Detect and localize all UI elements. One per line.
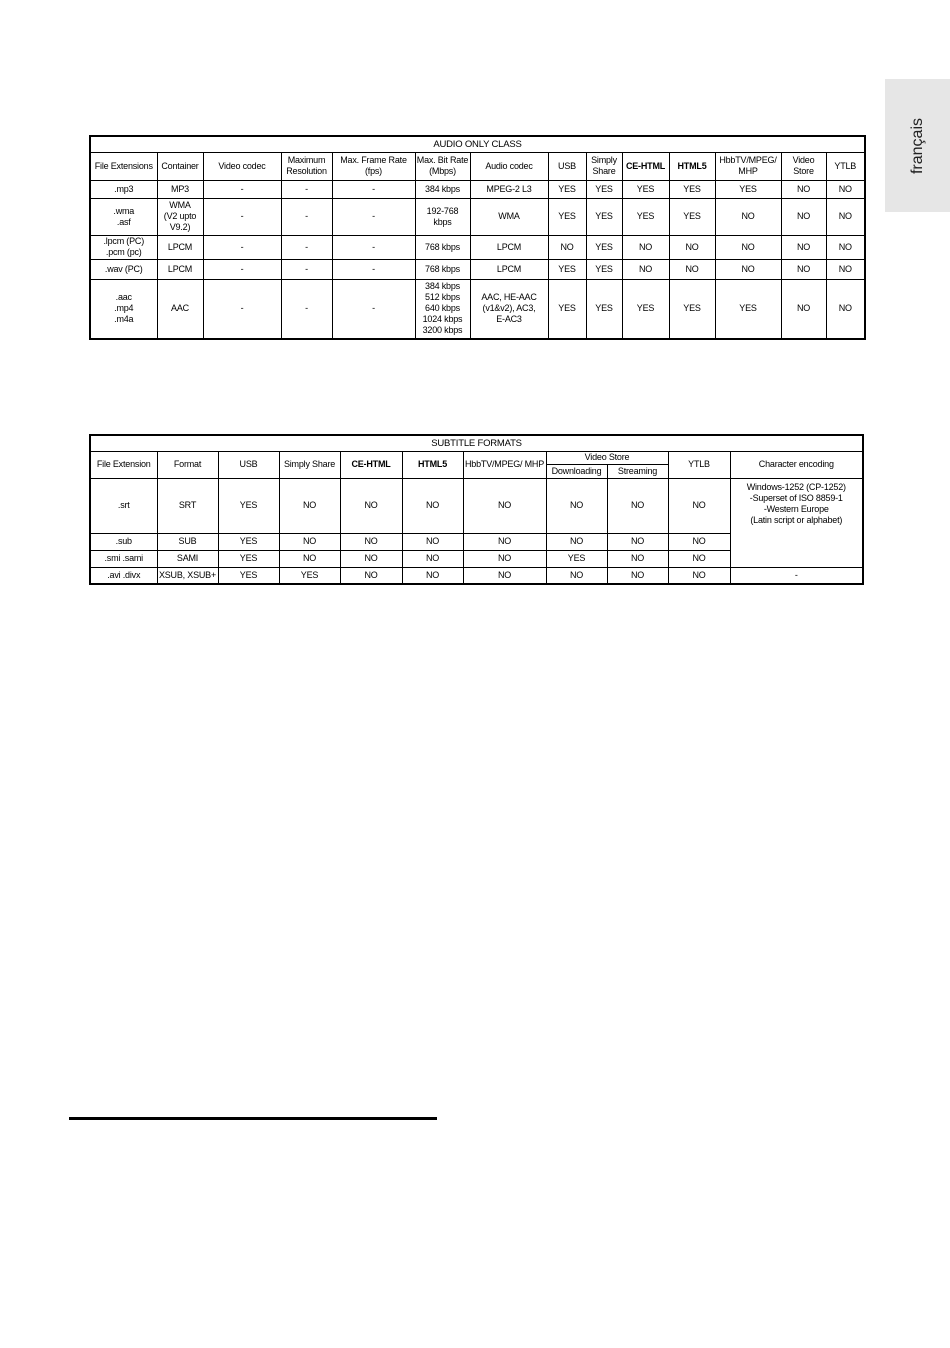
audio-cell: - xyxy=(203,180,281,198)
audio-cell: - xyxy=(281,235,332,259)
audio-cell: - xyxy=(332,235,415,259)
language-side-tab xyxy=(885,79,950,212)
audio-table-header-row xyxy=(90,152,865,180)
cell-format: SUB xyxy=(157,533,218,550)
cell-html5: NO xyxy=(402,550,463,567)
audio-cell: NO xyxy=(781,198,826,235)
audio-cell: - xyxy=(203,235,281,259)
header-character-encoding: Character encoding xyxy=(730,451,863,478)
audio-cell: NO xyxy=(826,279,865,339)
cell-usb: YES xyxy=(218,533,279,550)
audio-cell: LPCM xyxy=(157,259,203,279)
audio-cell: 384 kbps 512 kbps 640 kbps 1024 kbps 3200 kbps xyxy=(415,279,470,339)
cell-usb: YES xyxy=(218,550,279,567)
cell-streaming: NO xyxy=(607,550,668,567)
language-label: français xyxy=(908,117,926,174)
audio-cell: NO xyxy=(781,235,826,259)
audio-cell: YES xyxy=(586,235,622,259)
cell-simply-share: YES xyxy=(279,567,340,584)
bottom-rule-divider xyxy=(69,1117,437,1120)
header-file-extension: File Extension xyxy=(90,451,157,478)
audio-cell: LPCM xyxy=(470,235,548,259)
audio-cell: NO xyxy=(669,235,715,259)
audio-cell: YES xyxy=(586,279,622,339)
audio-cell: NO xyxy=(715,259,781,279)
audio-cell: NO xyxy=(781,180,826,198)
cell-character-encoding: - xyxy=(730,567,863,584)
audio-cell: YES xyxy=(669,279,715,339)
audio-cell: - xyxy=(281,279,332,339)
header-ytlb: YTLB xyxy=(668,451,730,478)
audio-cell: YES xyxy=(622,180,669,198)
cell-usb: YES xyxy=(218,567,279,584)
header-ce-html: CE-HTML xyxy=(340,451,402,478)
cell-ce-html: NO xyxy=(340,550,402,567)
audio-cell: .wav (PC) xyxy=(90,259,157,279)
audio-cell: 768 kbps xyxy=(415,235,470,259)
table-row xyxy=(90,279,865,339)
audio-cell: NO xyxy=(826,259,865,279)
cell-format: SAMI xyxy=(157,550,218,567)
cell-ext: .srt xyxy=(90,478,157,533)
cell-html5: NO xyxy=(402,478,463,533)
audio-cell: YES xyxy=(622,279,669,339)
cell-downloading: NO xyxy=(546,478,607,533)
cell-downloading: YES xyxy=(546,550,607,567)
audio-cell: 192-768 kbps xyxy=(415,198,470,235)
audio-header-cell: USB xyxy=(548,152,586,180)
audio-cell: YES xyxy=(715,279,781,339)
header-format: Format xyxy=(157,451,218,478)
audio-header-cell: File Extensions xyxy=(90,152,157,180)
audio-cell: - xyxy=(203,279,281,339)
cell-ce-html: NO xyxy=(340,478,402,533)
audio-cell: YES xyxy=(669,180,715,198)
cell-ytlb: NO xyxy=(668,478,730,533)
audio-cell: NO xyxy=(622,235,669,259)
cell-streaming: NO xyxy=(607,478,668,533)
table-row xyxy=(90,180,865,198)
cell-simply-share: NO xyxy=(279,478,340,533)
audio-cell: WMA xyxy=(470,198,548,235)
audio-cell: YES xyxy=(715,180,781,198)
audio-header-cell: Max. Bit Rate (Mbps) xyxy=(415,152,470,180)
cell-usb: YES xyxy=(218,478,279,533)
audio-header-cell: HbbTV/MPEG/ MHP xyxy=(715,152,781,180)
cell-ext: .smi .sami xyxy=(90,550,157,567)
audio-cell: WMA (V2 upto V9.2) xyxy=(157,198,203,235)
audio-cell: LPCM xyxy=(470,259,548,279)
audio-cell: NO xyxy=(781,259,826,279)
audio-cell: .aac .mp4 .m4a xyxy=(90,279,157,339)
subtitle-table-title: SUBTITLE FORMATS xyxy=(90,435,863,451)
audio-header-cell: Max. Frame Rate (fps) xyxy=(332,152,415,180)
audio-cell: - xyxy=(281,259,332,279)
audio-header-cell: Video Store xyxy=(781,152,826,180)
cell-ytlb: NO xyxy=(668,567,730,584)
audio-cell: - xyxy=(203,259,281,279)
audio-header-cell: Audio codec xyxy=(470,152,548,180)
audio-cell: NO xyxy=(826,198,865,235)
table-row xyxy=(90,235,865,259)
audio-cell: MPEG-2 L3 xyxy=(470,180,548,198)
audio-cell: NO xyxy=(826,235,865,259)
audio-cell: YES xyxy=(548,279,586,339)
audio-cell: NO xyxy=(781,279,826,339)
audio-cell: AAC xyxy=(157,279,203,339)
audio-cell: AAC, HE-AAC (v1&v2), AC3, E-AC3 xyxy=(470,279,548,339)
audio-cell: LPCM xyxy=(157,235,203,259)
audio-cell: - xyxy=(203,198,281,235)
cell-hbbtv: NO xyxy=(463,567,546,584)
audio-cell: - xyxy=(332,198,415,235)
audio-cell: - xyxy=(332,279,415,339)
audio-cell: - xyxy=(332,180,415,198)
cell-format: SRT xyxy=(157,478,218,533)
audio-header-cell: HTML5 xyxy=(669,152,715,180)
audio-cell: YES xyxy=(548,198,586,235)
cell-ext: .avi .divx xyxy=(90,567,157,584)
audio-cell: NO xyxy=(548,235,586,259)
table-row xyxy=(90,567,863,584)
cell-simply-share: NO xyxy=(279,550,340,567)
audio-cell: YES xyxy=(586,259,622,279)
cell-character-encoding: Windows-1252 (CP-1252) -Superset of ISO 8859-1 -Western Europe (Latin script or alphabet) xyxy=(730,478,863,567)
subtitle-formats-table xyxy=(89,434,864,585)
cell-hbbtv: NO xyxy=(463,478,546,533)
cell-downloading: NO xyxy=(546,533,607,550)
audio-cell: YES xyxy=(586,180,622,198)
cell-ytlb: NO xyxy=(668,550,730,567)
audio-cell: YES xyxy=(622,198,669,235)
table-row xyxy=(90,478,863,533)
audio-cell: .lpcm (PC) .pcm (pc) xyxy=(90,235,157,259)
header-video-store: Video Store xyxy=(546,451,668,464)
audio-cell: YES xyxy=(669,198,715,235)
audio-cell: NO xyxy=(826,180,865,198)
audio-cell: .wma .asf xyxy=(90,198,157,235)
header-usb: USB xyxy=(218,451,279,478)
audio-cell: .mp3 xyxy=(90,180,157,198)
cell-ext: .sub xyxy=(90,533,157,550)
cell-html5: NO xyxy=(402,533,463,550)
audio-cell: - xyxy=(332,259,415,279)
cell-hbbtv: NO xyxy=(463,550,546,567)
audio-cell: 768 kbps xyxy=(415,259,470,279)
cell-streaming: NO xyxy=(607,567,668,584)
audio-table-title: AUDIO ONLY CLASS xyxy=(90,136,865,152)
audio-cell: - xyxy=(281,180,332,198)
cell-downloading: NO xyxy=(546,567,607,584)
cell-ytlb: NO xyxy=(668,533,730,550)
audio-cell: YES xyxy=(548,259,586,279)
audio-header-cell: Container xyxy=(157,152,203,180)
audio-header-cell: Simply Share xyxy=(586,152,622,180)
audio-cell: 384 kbps xyxy=(415,180,470,198)
audio-cell: NO xyxy=(715,198,781,235)
header-streaming: Streaming xyxy=(607,464,668,478)
header-html5: HTML5 xyxy=(402,451,463,478)
cell-ce-html: NO xyxy=(340,533,402,550)
cell-simply-share: NO xyxy=(279,533,340,550)
header-downloading: Downloading xyxy=(546,464,607,478)
audio-cell: - xyxy=(281,198,332,235)
audio-cell: YES xyxy=(548,180,586,198)
table-row xyxy=(90,198,865,235)
header-simply-share: Simply Share xyxy=(279,451,340,478)
table-row xyxy=(90,259,865,279)
audio-cell: YES xyxy=(586,198,622,235)
audio-cell: NO xyxy=(622,259,669,279)
cell-hbbtv: NO xyxy=(463,533,546,550)
audio-header-cell: Video codec xyxy=(203,152,281,180)
header-hbbtv: HbbTV/MPEG/ MHP xyxy=(463,451,546,478)
audio-header-cell: YTLB xyxy=(826,152,865,180)
audio-only-class-table xyxy=(89,135,866,340)
audio-cell: MP3 xyxy=(157,180,203,198)
audio-header-cell: Maximum Resolution xyxy=(281,152,332,180)
cell-html5: NO xyxy=(402,567,463,584)
cell-format: XSUB, XSUB+ xyxy=(157,567,218,584)
cell-streaming: NO xyxy=(607,533,668,550)
audio-cell: NO xyxy=(669,259,715,279)
cell-ce-html: NO xyxy=(340,567,402,584)
audio-cell: NO xyxy=(715,235,781,259)
audio-header-cell: CE-HTML xyxy=(622,152,669,180)
